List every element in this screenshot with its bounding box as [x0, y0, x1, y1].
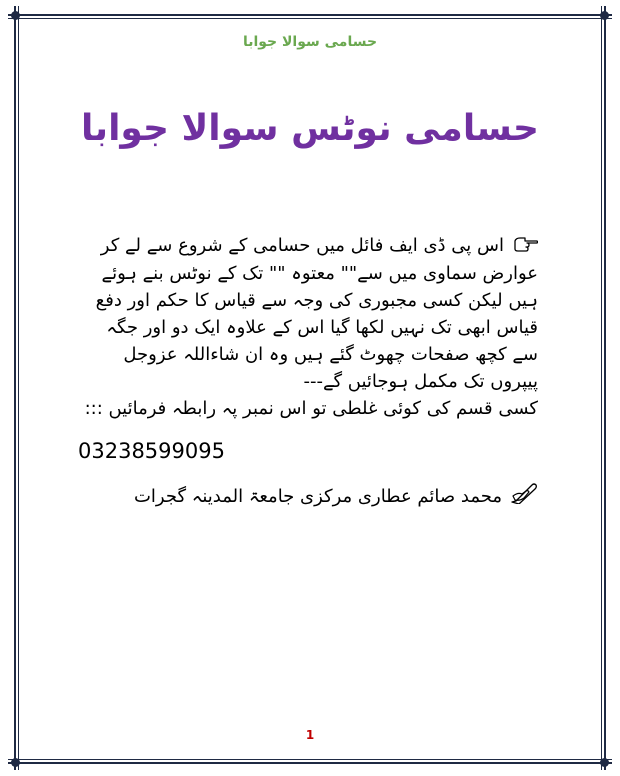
phone-number: 03238599095 — [78, 438, 225, 463]
frame-bottom-inner-border — [8, 759, 612, 760]
running-header: حسامی سوالا جوابا — [242, 34, 378, 50]
page-number: 1 — [305, 728, 315, 742]
frame-corner-ornament — [600, 758, 609, 767]
frame-corner-ornament — [11, 11, 20, 20]
author-name: محمد صائم عطاری مرکزی جامعۃ المدینہ گجرات — [133, 485, 502, 507]
pointing-hand-icon — [512, 233, 538, 260]
main-content — [78, 232, 538, 512]
frame-bottom-border — [8, 762, 612, 764]
frame-top-inner-border — [8, 18, 612, 19]
writing-hand-icon — [510, 482, 538, 512]
contact-note: کسی قسم کی کوئی غلطی تو اس نمبر پہ رابطہ فرمائیں ::: — [84, 397, 538, 419]
frame-top-border — [8, 14, 612, 16]
intro-paragraph — [78, 232, 538, 395]
frame-corner-ornament — [600, 11, 609, 20]
intro-text: اس پی ڈی ایف فائل میں حسامی کے شروع سے لے کر عوارض سماوی میں سے"" معتوہ "" تک کے نوٹس بنے ہوئے ہیں لیکن کسی مجبوری کی وجہ سے قیاس کا حکم اور دفع قیاس ابھی تک نہیں لکھا گیا اس کے علاوہ ایک دو اور جگہ سے کچھ صفحات چھوٹ گئے ہیں وہ ان شاءاللہ عزوجل پیپروں تک مکمل ہوجائیں گے--- — [95, 235, 538, 392]
author-line — [78, 482, 538, 512]
page-title: حسامی نوٹس سوالا جوابا — [81, 108, 539, 149]
frame-corner-ornament — [11, 758, 20, 767]
